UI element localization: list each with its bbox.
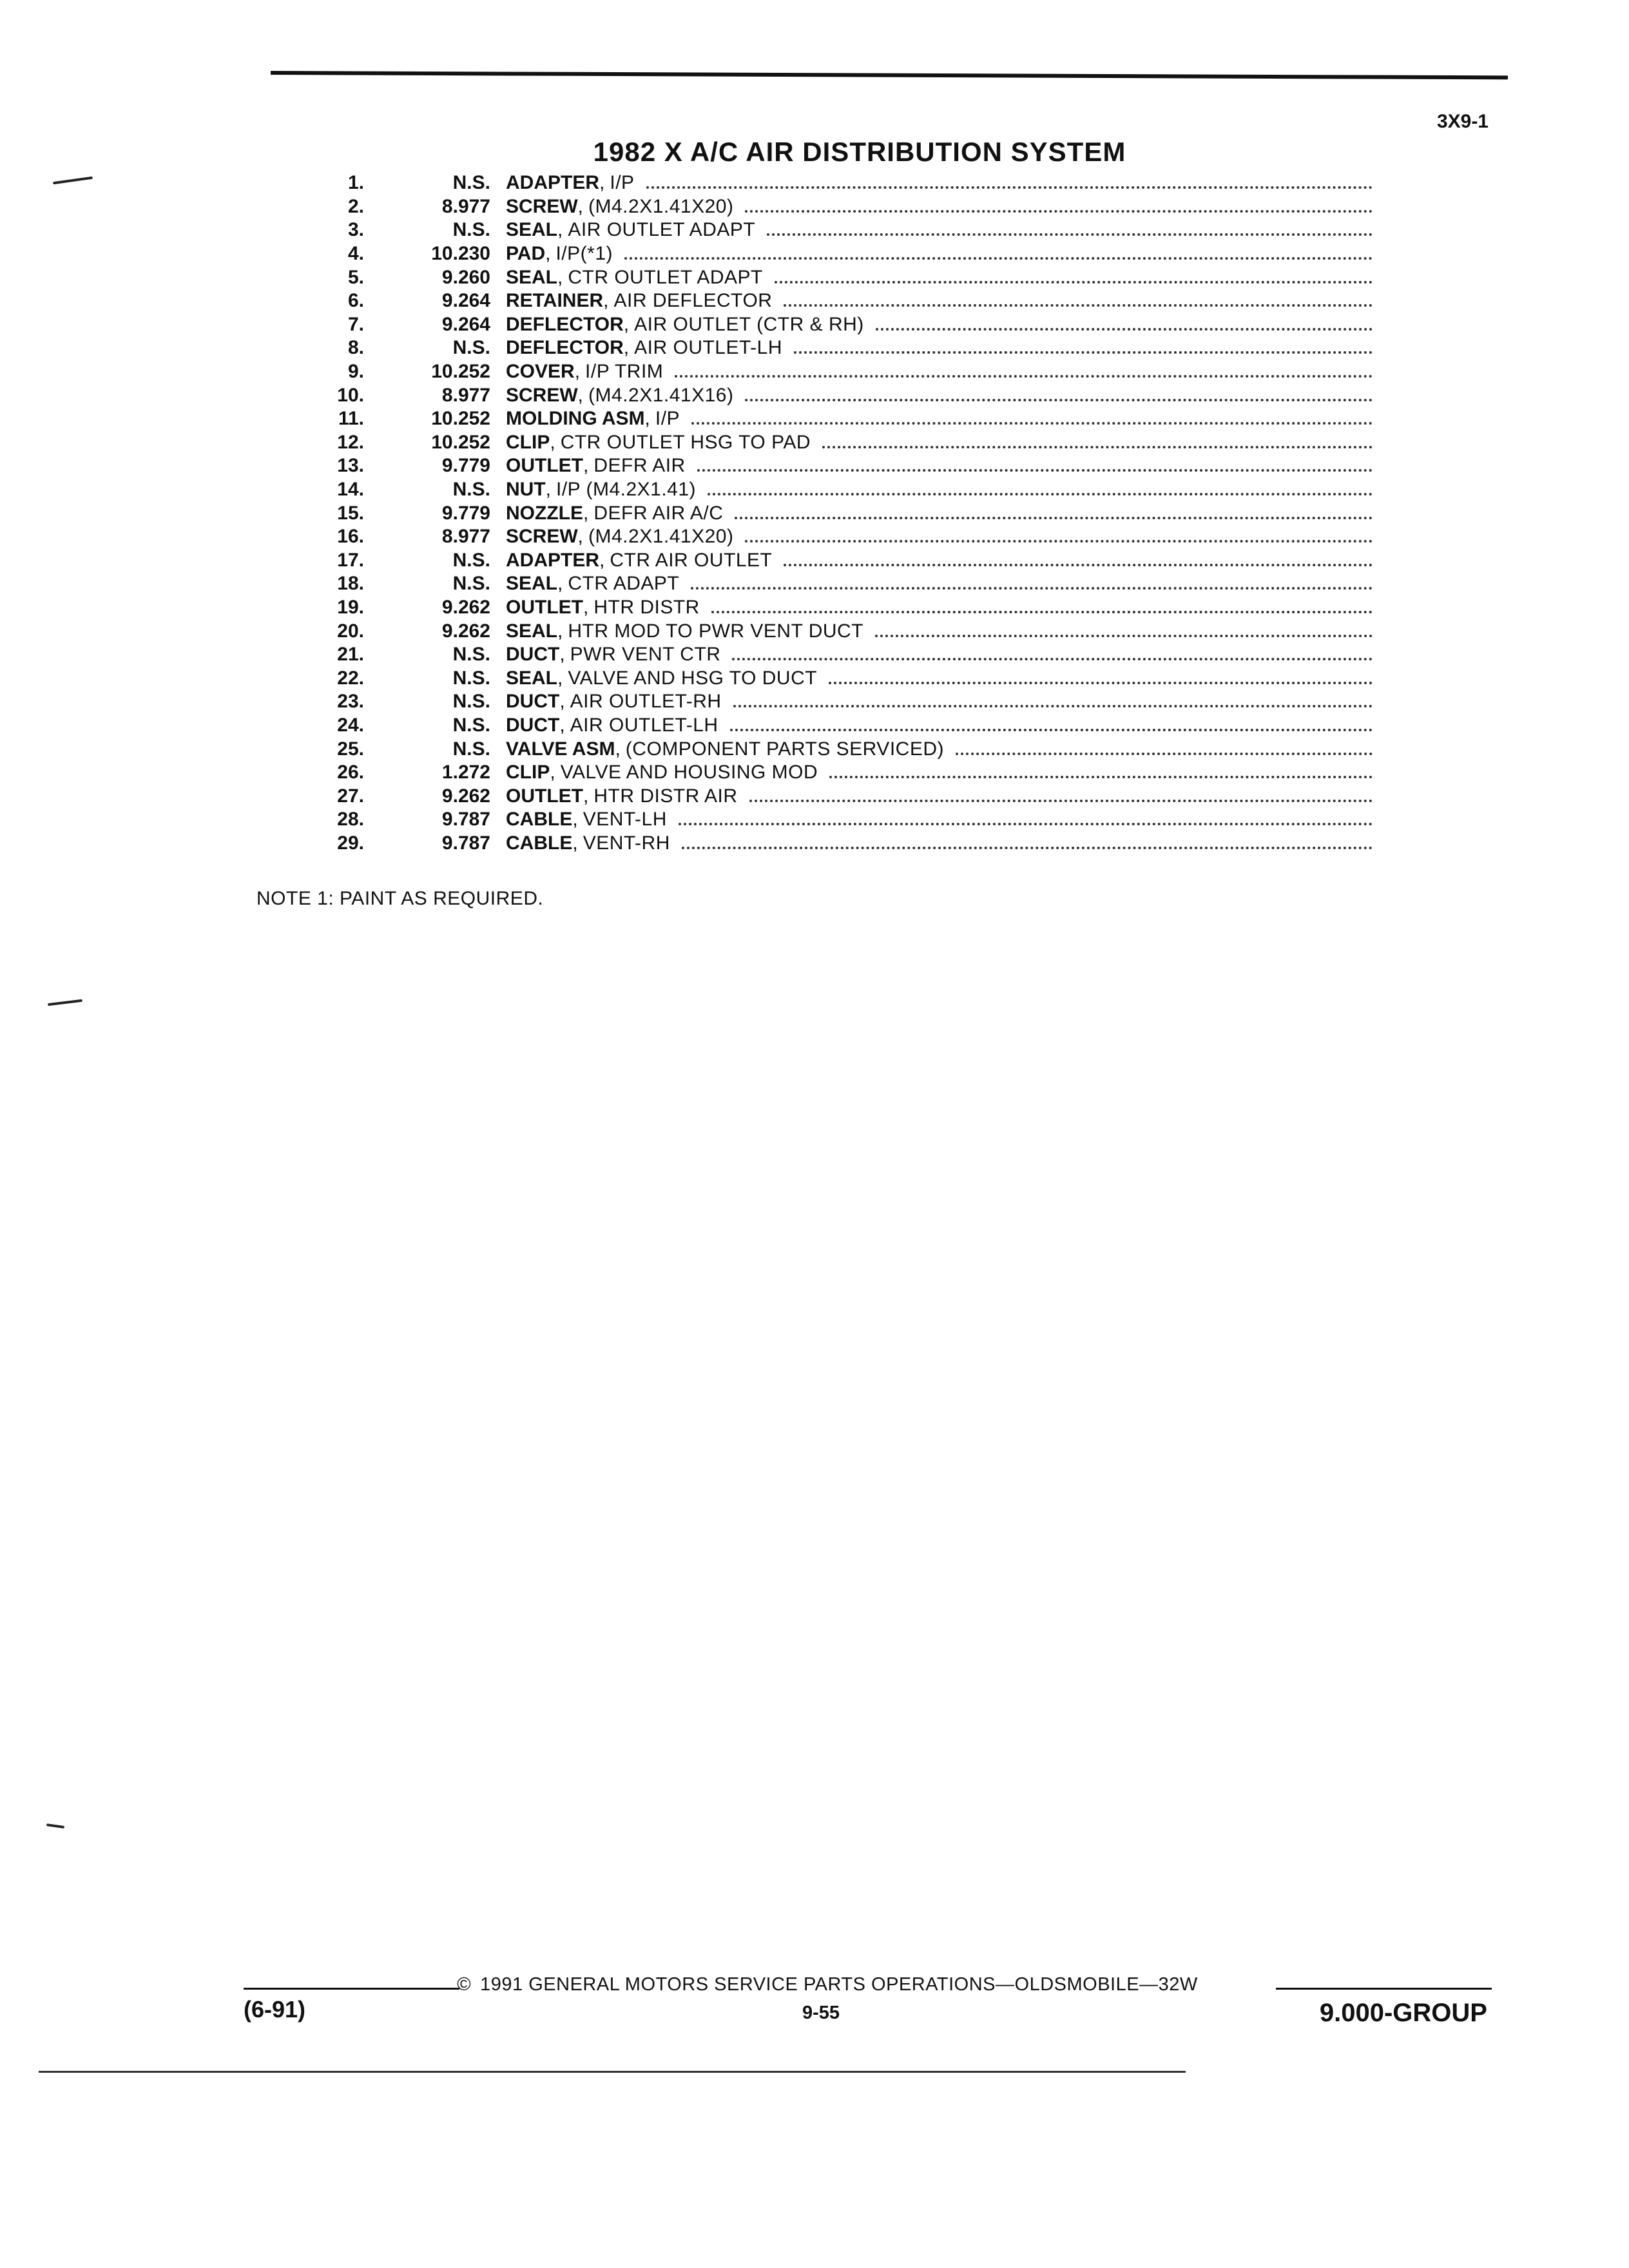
part-group: N.S. <box>452 714 490 736</box>
part-number: 1. <box>347 172 364 194</box>
part-group: 9.262 <box>441 596 490 618</box>
part-name: SEAL <box>506 219 558 241</box>
part-row <box>303 501 1373 525</box>
part-number: 3. <box>347 219 364 241</box>
dot-leader <box>829 776 1373 778</box>
page-title: 1982 X A/C AIR DISTRIBUTION SYSTEM <box>593 137 1126 167</box>
part-number: 15. <box>337 502 364 524</box>
separator: , <box>559 691 565 713</box>
part-row <box>303 525 1373 549</box>
part-group: 8.977 <box>441 526 490 548</box>
part-group: N.S. <box>452 337 490 359</box>
dot-leader <box>679 823 1373 825</box>
separator: , <box>599 172 605 194</box>
part-name: CABLE <box>506 832 573 854</box>
part-group: 9.264 <box>441 313 490 335</box>
dot-leader <box>732 658 1373 660</box>
dot-leader <box>829 682 1373 684</box>
part-description: HTR DISTR <box>593 596 700 618</box>
part-group: 9.787 <box>441 832 490 854</box>
separator: , <box>577 195 584 217</box>
separator: , <box>557 573 563 595</box>
separator: , <box>545 479 551 501</box>
part-row <box>303 761 1373 785</box>
part-number: 26. <box>337 762 364 783</box>
part-name: COVER <box>506 361 575 383</box>
part-name: DEFLECTOR <box>506 337 624 359</box>
copyright-text: 1991 GENERAL MOTORS SERVICE PARTS OPERATIONS—OLDSMOBILE—32W <box>480 1974 1198 1995</box>
separator: , <box>577 526 584 548</box>
part-name: ADAPTER <box>506 549 600 571</box>
part-name: SCREW <box>506 195 578 217</box>
part-description: VALVE AND HOUSING MOD <box>560 762 818 783</box>
part-name: NUT <box>506 479 546 501</box>
part-description: VENT-RH <box>583 832 670 854</box>
separator: , <box>623 313 630 335</box>
part-description: AIR OUTLET-RH <box>570 691 722 713</box>
part-number: 21. <box>337 644 364 666</box>
part-group: 10.252 <box>431 408 490 430</box>
dot-leader <box>822 446 1373 448</box>
part-group: 10.252 <box>431 361 490 383</box>
part-description: CTR OUTLET ADAPT <box>568 266 763 288</box>
part-number: 17. <box>337 549 364 571</box>
dot-leader <box>745 399 1373 401</box>
part-row <box>303 171 1373 195</box>
part-group: 9.260 <box>441 266 490 288</box>
part-group: 10.252 <box>431 431 490 453</box>
part-description: DEFR AIR A/C <box>593 502 724 524</box>
part-row <box>303 478 1373 502</box>
part-description: AIR OUTLET-LH <box>634 337 783 359</box>
part-name: NOZZLE <box>506 502 583 524</box>
part-description: I/P TRIM <box>585 361 664 383</box>
copyright-notice <box>0 1974 1629 1995</box>
part-number: 22. <box>337 667 364 689</box>
part-number: 4. <box>347 243 364 265</box>
part-number: 25. <box>337 738 364 760</box>
part-row <box>303 454 1373 478</box>
part-row <box>303 619 1373 643</box>
part-name: DUCT <box>506 714 560 736</box>
part-name: CLIP <box>506 431 550 453</box>
dot-leader <box>784 304 1373 307</box>
part-number: 28. <box>337 809 364 831</box>
part-group: N.S. <box>452 479 490 501</box>
part-group: 9.264 <box>441 290 490 312</box>
part-description: CTR ADAPT <box>568 573 680 595</box>
part-row <box>303 289 1373 313</box>
part-description: HTR DISTR AIR <box>593 785 738 807</box>
part-description: PWR VENT CTR <box>570 644 721 666</box>
part-row <box>303 832 1373 856</box>
part-number: 24. <box>337 714 364 736</box>
separator: , <box>545 243 551 265</box>
dot-leader <box>775 281 1373 284</box>
separator: , <box>572 832 578 854</box>
part-group: 9.779 <box>441 455 490 477</box>
dot-leader <box>749 800 1373 802</box>
scan-mark <box>53 177 93 185</box>
part-number: 7. <box>347 313 364 335</box>
part-name: SCREW <box>506 526 578 548</box>
part-group: 9.262 <box>441 785 490 807</box>
separator: , <box>583 455 589 477</box>
part-description: (COMPONENT PARTS SERVICED) <box>625 738 944 760</box>
part-description: AIR OUTLET-LH <box>570 714 718 736</box>
separator: , <box>557 620 563 642</box>
part-group: N.S. <box>452 219 490 241</box>
part-number: 14. <box>337 479 364 501</box>
part-number: 9. <box>347 361 364 383</box>
part-row <box>303 242 1373 266</box>
part-number: 8. <box>347 337 364 359</box>
part-description: CTR OUTLET HSG TO PAD <box>560 431 811 453</box>
part-row <box>303 690 1373 714</box>
part-group: 9.787 <box>441 809 490 831</box>
page-number: 9-55 <box>802 2003 840 2023</box>
part-description: (M4.2X1.41X20) <box>588 526 734 548</box>
part-name: PAD <box>506 243 546 265</box>
part-description: (M4.2X1.41X20) <box>588 195 734 217</box>
separator: , <box>559 644 565 666</box>
part-row <box>303 643 1373 667</box>
part-row <box>303 572 1373 596</box>
dot-leader <box>730 729 1373 731</box>
part-description: VENT-LH <box>583 809 667 831</box>
separator: , <box>550 762 555 783</box>
dot-leader <box>624 257 1373 260</box>
separator: , <box>583 785 589 807</box>
part-row <box>303 714 1373 738</box>
dot-leader <box>711 611 1373 613</box>
bottom-rule <box>39 2071 1186 2073</box>
part-name: OUTLET <box>506 785 583 807</box>
part-group: N.S. <box>452 644 490 666</box>
part-description: I/P (M4.2X1.41) <box>556 479 697 501</box>
parts-list <box>303 171 1373 855</box>
separator: , <box>557 667 563 689</box>
separator: , <box>572 809 578 831</box>
part-name: CABLE <box>506 809 573 831</box>
part-row <box>303 336 1373 360</box>
dot-leader <box>794 351 1373 354</box>
separator: , <box>583 502 589 524</box>
part-name: SEAL <box>506 266 558 288</box>
dot-leader <box>735 517 1373 519</box>
scan-mark <box>46 1823 64 1829</box>
part-row <box>303 596 1373 620</box>
part-row <box>303 431 1373 455</box>
part-description: HTR MOD TO PWR VENT DUCT <box>568 620 864 642</box>
part-description: (M4.2X1.41X16) <box>588 384 734 406</box>
part-name: OUTLET <box>506 596 583 618</box>
part-group: N.S. <box>452 691 490 713</box>
dot-leader <box>675 375 1373 378</box>
part-row <box>303 784 1373 808</box>
part-description: VALVE AND HSG TO DUCT <box>568 667 818 689</box>
part-group: 9.262 <box>441 620 490 642</box>
part-number: 18. <box>337 573 364 595</box>
dot-leader <box>646 186 1373 189</box>
part-description: I/P(*1) <box>555 243 613 265</box>
part-description: I/P <box>655 408 680 430</box>
part-group: 10.230 <box>431 243 490 265</box>
dot-leader <box>745 540 1373 543</box>
part-name: DEFLECTOR <box>506 313 624 335</box>
dot-leader <box>745 210 1373 213</box>
separator: , <box>583 596 589 618</box>
dot-leader <box>682 847 1373 849</box>
part-group: 8.977 <box>441 195 490 217</box>
part-row <box>303 549 1373 573</box>
part-number: 29. <box>337 832 364 854</box>
separator: , <box>603 290 609 312</box>
part-row <box>303 666 1373 690</box>
part-description: DEFR AIR <box>593 455 686 477</box>
part-description: AIR OUTLET ADAPT <box>568 219 756 241</box>
dot-leader <box>697 469 1373 472</box>
dot-leader <box>733 705 1373 707</box>
part-name: SEAL <box>506 573 558 595</box>
part-name: OUTLET <box>506 455 583 477</box>
part-row <box>303 265 1373 289</box>
separator: , <box>623 337 630 359</box>
page-code: 3X9-1 <box>1436 111 1489 132</box>
separator: , <box>550 431 555 453</box>
part-row <box>303 407 1373 431</box>
part-row <box>303 360 1373 384</box>
part-number: 19. <box>337 596 364 618</box>
part-row <box>303 195 1373 219</box>
part-number: 5. <box>347 266 364 288</box>
part-row <box>303 737 1373 761</box>
part-group: 9.779 <box>441 502 490 524</box>
part-number: 10. <box>337 384 364 406</box>
separator: , <box>599 549 605 571</box>
part-number: 2. <box>347 195 364 217</box>
dot-leader <box>691 422 1373 425</box>
part-row <box>303 383 1373 407</box>
separator: , <box>577 384 584 406</box>
separator: , <box>557 266 563 288</box>
part-group: 8.977 <box>441 384 490 406</box>
part-number: 12. <box>337 431 364 453</box>
part-name: ADAPTER <box>506 172 600 194</box>
separator: , <box>615 738 621 760</box>
revision-date: (6-91) <box>244 1996 306 2023</box>
part-row <box>303 313 1373 337</box>
group-code: 9.000-GROUP <box>1319 1999 1487 2027</box>
part-number: 6. <box>347 290 364 312</box>
dot-leader <box>875 635 1373 637</box>
part-group: N.S. <box>452 667 490 689</box>
part-row <box>303 808 1373 832</box>
part-group: N.S. <box>452 573 490 595</box>
part-name: CLIP <box>506 762 550 783</box>
part-description: AIR OUTLET (CTR & RH) <box>634 313 864 335</box>
footnote: NOTE 1: PAINT AS REQUIRED. <box>256 888 544 909</box>
separator: , <box>574 361 581 383</box>
dot-leader <box>691 587 1373 590</box>
dot-leader <box>767 233 1373 236</box>
separator: , <box>557 219 563 241</box>
part-description: CTR AIR OUTLET <box>610 549 773 571</box>
part-name: VALVE ASM <box>506 738 615 760</box>
dot-leader <box>708 493 1373 495</box>
part-name: RETAINER <box>506 290 604 312</box>
part-name: SEAL <box>506 667 558 689</box>
part-group: N.S. <box>452 172 490 194</box>
dot-leader <box>876 328 1373 331</box>
part-number: 16. <box>337 526 364 548</box>
dot-leader <box>956 753 1373 755</box>
separator: , <box>559 714 565 736</box>
dot-leader <box>784 564 1373 566</box>
part-number: 11. <box>338 408 364 430</box>
part-group: N.S. <box>452 738 490 760</box>
part-name: DUCT <box>506 644 560 666</box>
part-number: 13. <box>337 455 364 477</box>
part-name: DUCT <box>506 691 560 713</box>
part-name: MOLDING ASM <box>506 408 645 430</box>
part-group: N.S. <box>452 549 490 571</box>
top-rule <box>271 71 1508 79</box>
separator: , <box>644 408 650 430</box>
scan-mark <box>48 999 82 1006</box>
part-number: 20. <box>337 620 364 642</box>
part-row <box>303 218 1373 242</box>
part-description: I/P <box>610 172 635 194</box>
copyright-icon: © <box>457 1974 472 1995</box>
part-name: SCREW <box>506 384 578 406</box>
part-number: 23. <box>337 691 364 713</box>
part-number: 27. <box>337 785 364 807</box>
part-group: 1.272 <box>441 762 490 783</box>
part-name: SEAL <box>506 620 558 642</box>
part-description: AIR DEFLECTOR <box>613 290 773 312</box>
